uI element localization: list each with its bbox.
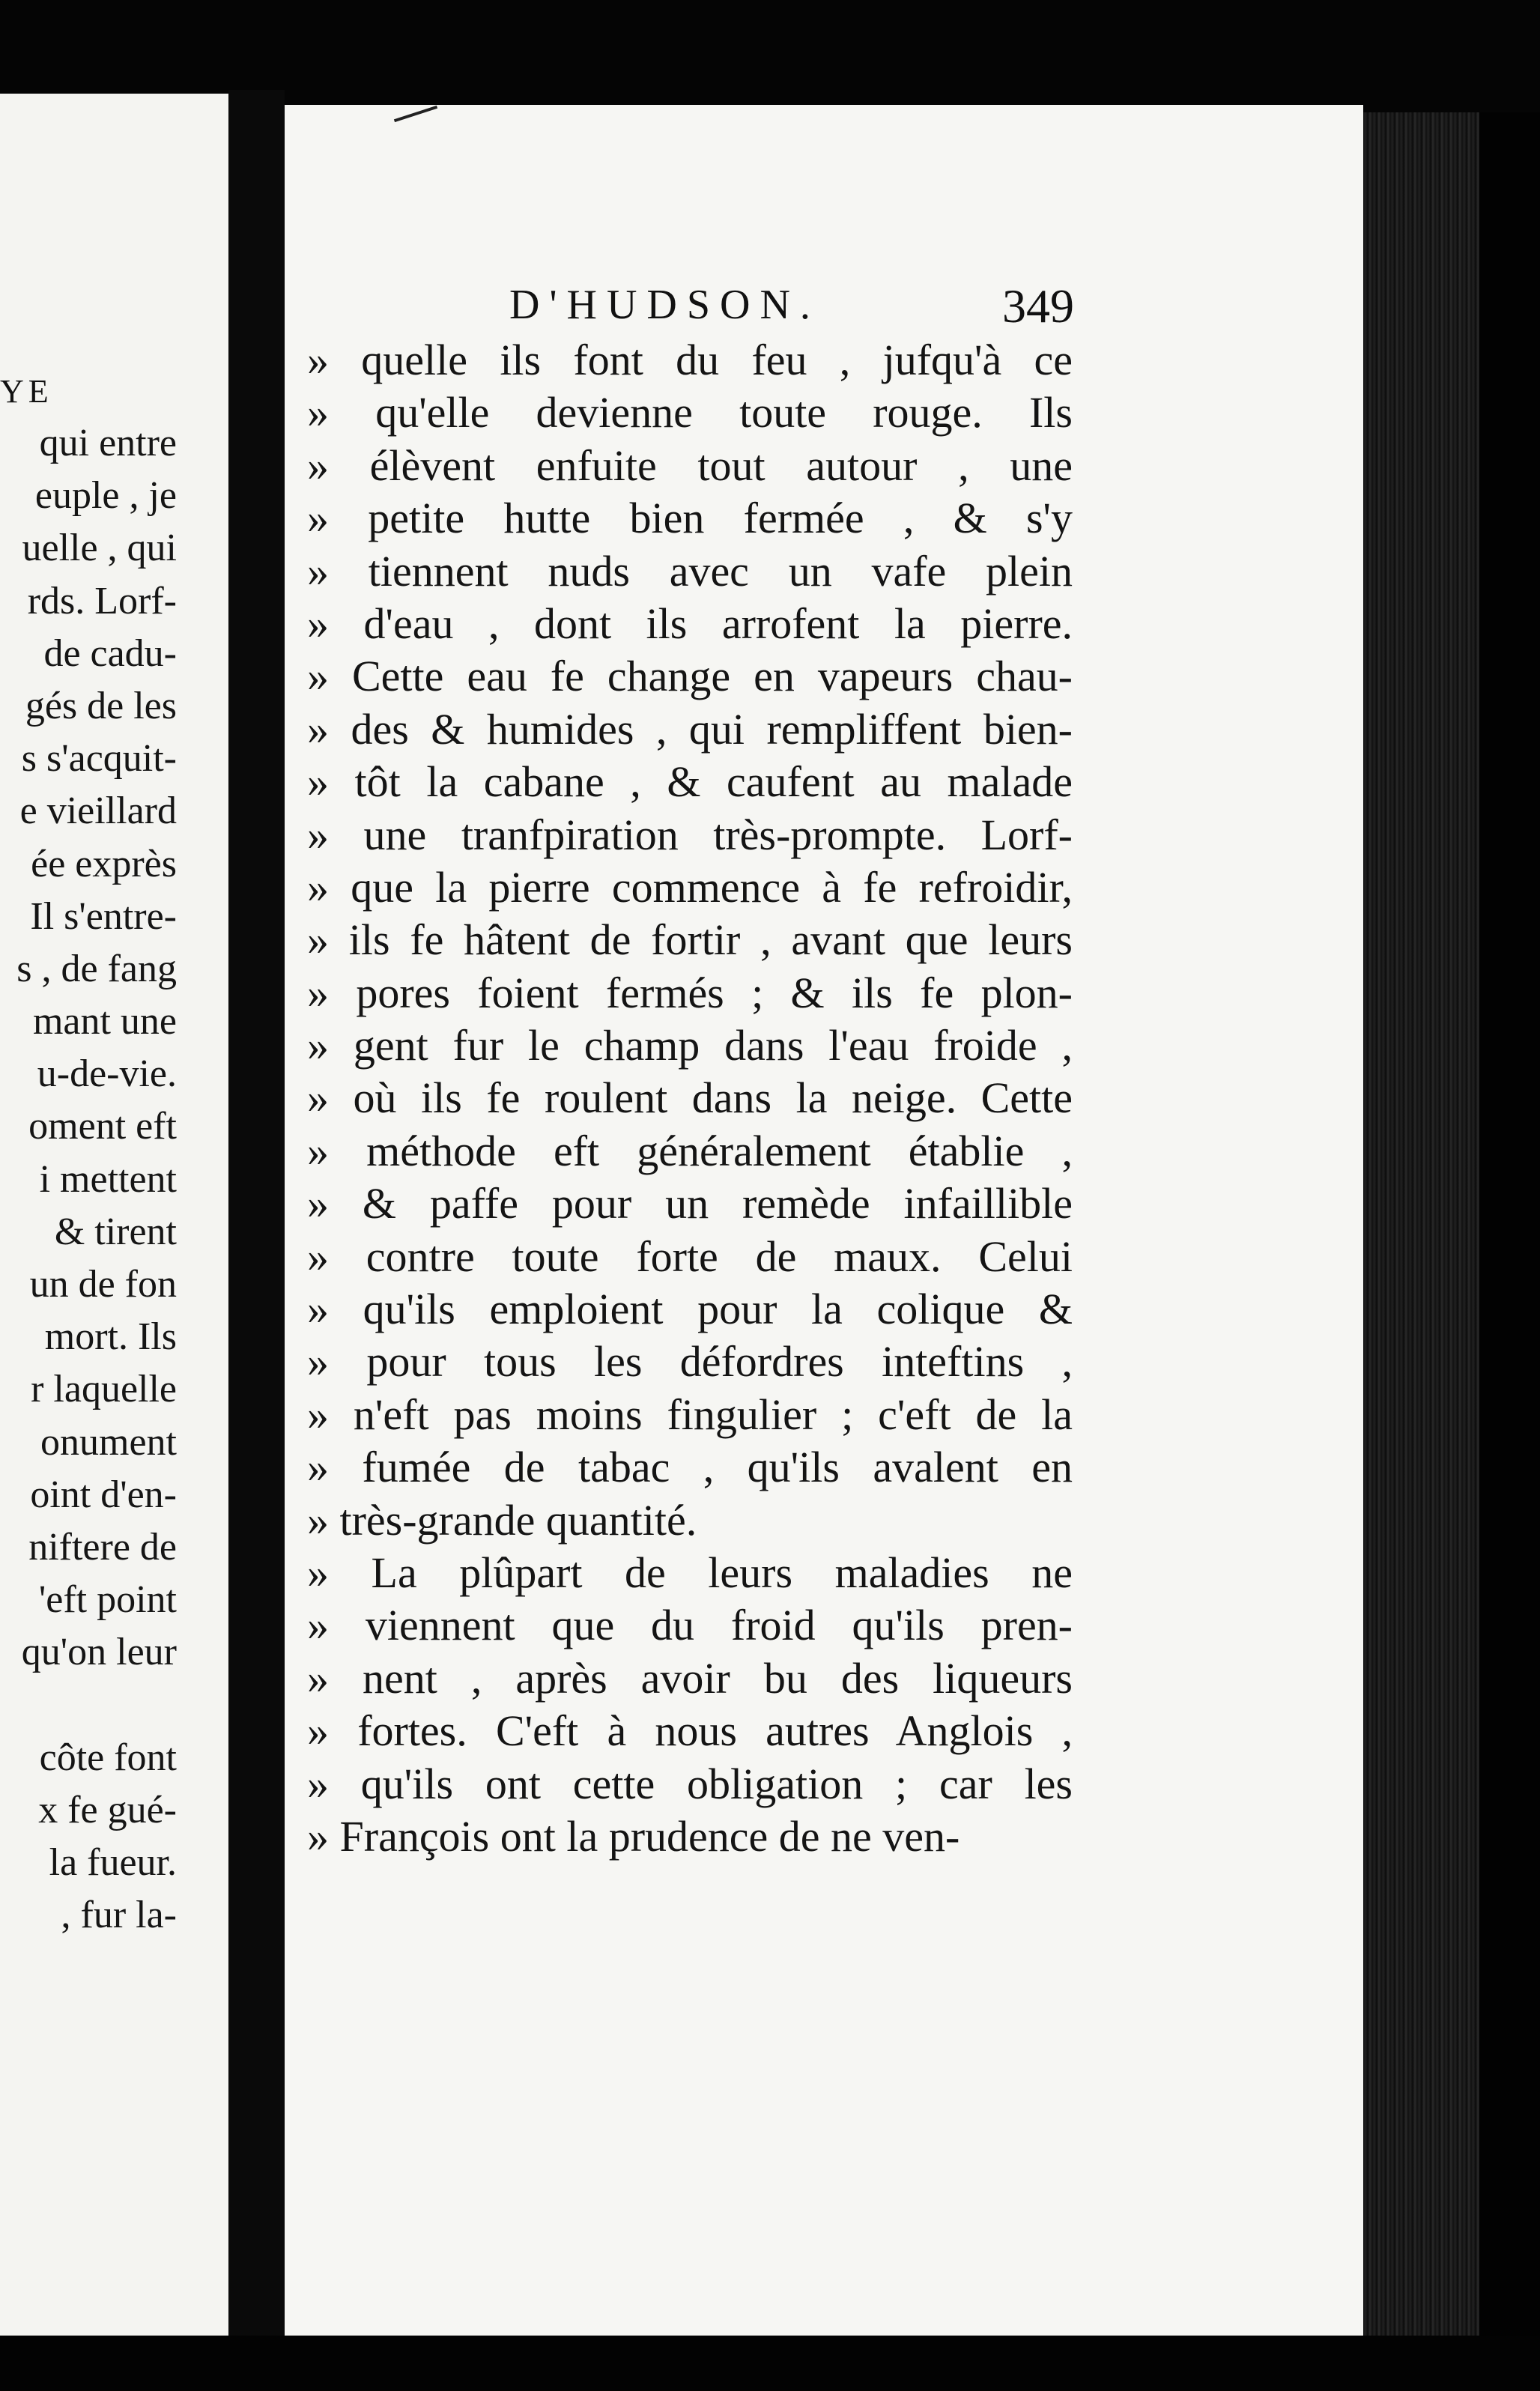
previous-page-line: Il s'entre- bbox=[30, 894, 177, 938]
text-line: » pores foient fermés ; & ils fe plon- bbox=[307, 968, 1073, 1017]
previous-page-line: r laquelle bbox=[31, 1368, 177, 1411]
text-line: » La plûpart de leurs maladies ne bbox=[307, 1548, 1073, 1597]
text-line: » qu'ils emploient pour la colique & bbox=[307, 1285, 1073, 1334]
text-line: » fortes. C'eft à nous autres Anglois , bbox=[307, 1706, 1073, 1756]
text-line: » fumée de tabac , qu'ils avalent en bbox=[307, 1443, 1073, 1492]
previous-page-line bbox=[0, 1679, 177, 1732]
previous-page-line: mort. Ils bbox=[44, 1315, 177, 1359]
text-line: » où ils fe roulent dans la neige. Cette bbox=[307, 1073, 1073, 1123]
text-line: » très-grande quantité. bbox=[307, 1495, 697, 1545]
text-line: » gent fur le champ dans l'eau froide , bbox=[307, 1021, 1073, 1070]
previous-page-fragment bbox=[0, 94, 228, 2336]
text-line: » & paffe pour un remède infaillible bbox=[307, 1179, 1073, 1228]
text-line: » tiennent nuds avec un vafe plein bbox=[307, 546, 1073, 596]
previous-page-line: x fe gué- bbox=[38, 1788, 177, 1831]
scan-border-right bbox=[1479, 112, 1540, 2352]
previous-page-line: côte font bbox=[39, 1736, 177, 1779]
text-line: » nent , après avoir bu des liqueurs bbox=[307, 1653, 1073, 1703]
previous-page-line: rds. Lorf- bbox=[27, 579, 177, 622]
text-line: » pour tous les défordres inteftins , bbox=[307, 1337, 1073, 1387]
previous-page-line: e vieillard bbox=[19, 790, 177, 833]
previous-page-text bbox=[0, 417, 177, 1942]
previous-page-line: la fueur. bbox=[49, 1841, 177, 1885]
previous-page-line: onument bbox=[40, 1420, 177, 1464]
previous-page-line: de cadu- bbox=[43, 631, 177, 675]
text-line: » qu'ils ont cette obligation ; car les bbox=[307, 1759, 1073, 1808]
text-line: » n'eft pas moins fingulier ; c'eft de la bbox=[307, 1390, 1073, 1439]
previous-page-running-head: YE bbox=[0, 373, 53, 410]
text-line: » quelle ils font du feu , jufqu'à ce bbox=[307, 336, 1073, 384]
previous-page-line: qui entre bbox=[39, 422, 177, 464]
previous-page-line: i mettent bbox=[39, 1157, 177, 1201]
previous-page-line: niftere de bbox=[28, 1525, 177, 1569]
running-head: D'HUDSON. bbox=[509, 282, 820, 328]
previous-page-line: euple , je bbox=[34, 474, 177, 518]
scan-border-bottom bbox=[0, 2336, 1540, 2391]
previous-page-line: 'eft point bbox=[38, 1578, 177, 1622]
previous-page-line: mant une bbox=[32, 1000, 177, 1043]
text-line: » méthode eft généralement établie , bbox=[307, 1126, 1073, 1175]
page-body-text bbox=[307, 334, 1073, 1863]
previous-page-line: u-de-vie. bbox=[37, 1052, 177, 1096]
previous-page-line: gés de les bbox=[25, 684, 177, 727]
text-line: » d'eau , dont ils arrofent la pierre. bbox=[307, 598, 1073, 648]
book-gutter bbox=[228, 90, 285, 2337]
previous-page-line: & tirent bbox=[54, 1210, 177, 1253]
text-line: » contre toute forte de maux. Celui bbox=[307, 1231, 1073, 1281]
text-line: » qu'elle devienne toute rouge. Ils bbox=[307, 388, 1073, 437]
text-line: » élèvent enfuite tout autour , une bbox=[307, 440, 1073, 490]
previous-page-line: , fur la- bbox=[61, 1894, 177, 1937]
previous-page-line: qu'on leur bbox=[21, 1631, 177, 1674]
previous-page-line: uelle , qui bbox=[22, 527, 177, 570]
previous-page-line: oment eft bbox=[28, 1105, 177, 1148]
text-line: » petite hutte bien fermée , & s'y bbox=[307, 494, 1073, 543]
page-number: 349 bbox=[1002, 279, 1074, 333]
previous-page-line: ée exprès bbox=[31, 842, 177, 885]
text-line: » François ont la prudence de ne ven- bbox=[307, 1811, 960, 1861]
text-line: » des & humides , qui rempliffent bien- bbox=[307, 704, 1073, 754]
previous-page-line: un de fon bbox=[29, 1263, 177, 1306]
text-line: » ils fe hâtent de fortir , avant que leurs bbox=[307, 915, 1073, 965]
text-line: » tôt la cabane , & caufent au malade bbox=[307, 757, 1073, 807]
previous-page-line: s s'acquit- bbox=[21, 737, 177, 781]
previous-page-line: oint d'en- bbox=[30, 1473, 177, 1516]
text-line: » viennent que du froid qu'ils pren- bbox=[307, 1601, 1073, 1650]
text-line: » que la pierre commence à fe refroidir, bbox=[307, 862, 1073, 912]
text-line: » une tranfpiration très-prompte. Lorf- bbox=[307, 810, 1073, 859]
previous-page-line: s , de fang bbox=[16, 947, 177, 990]
text-line: » Cette eau fe change en vapeurs chau- bbox=[307, 652, 1073, 701]
